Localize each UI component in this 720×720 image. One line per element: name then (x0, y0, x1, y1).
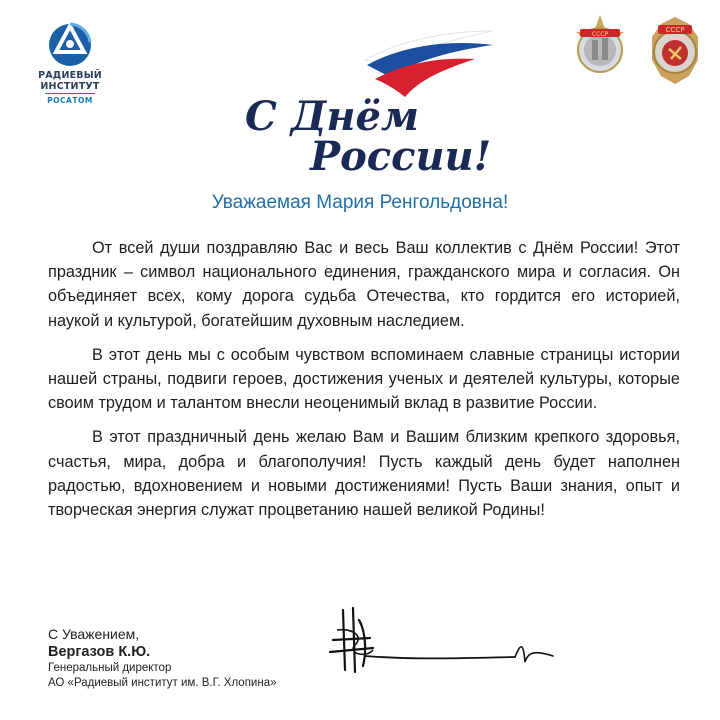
signature-block (48, 625, 276, 691)
letter-paragraph-3: В этот праздничный день желаю Вам и Вашим близким крепкого здоровья, счастья, мира, добра и благополучия! Пусть каждый день будет наполнен радостью, вдохновением и новыми достижениями! Пусть Ваши знания, опыт и творческая энергия служат процветанию нашей великой Родины! (48, 428, 680, 520)
closing-phrase: С Уважением, (48, 626, 140, 642)
org-name-line1: РАДИЕВЫЙ (38, 70, 102, 81)
rosatom-logo (30, 20, 110, 105)
russia-day-header (225, 25, 495, 185)
org-name-line3: РОСАТОМ (47, 96, 93, 105)
russian-flag-icon (365, 31, 493, 97)
letter-body (48, 236, 680, 532)
letter-paragraph-1: От всей души поздравляю Вас и весь Ваш коллектив с Днём России! Этот праздник – символ национального единения, гражданского мира и согласия. Он объединяет всех, кому дорога судьба Отечества, кто гордится его историей, наукой и культурой, богатейшим духовным наследием. (48, 239, 680, 330)
greeting: Уважаемая Мария Ренгольдовна! (211, 192, 509, 213)
order-badge-right-icon (652, 17, 698, 84)
org-name-line2: ИНСТИТУТ (40, 81, 100, 92)
soviet-orders (570, 12, 710, 92)
order-badge-right-label: СССР (665, 26, 685, 34)
letter-paragraph-2: В этот день мы с особым чувством вспоминаем славные страницы истории нашей страны, подвиги героев, достижения ученых и деятелей культуры, которые своим трудом и талантом внесли неоценимый вклад в развитие России. (48, 345, 680, 413)
order-badge-left-icon (576, 15, 624, 72)
rosatom-emblem-icon (46, 20, 94, 70)
handwritten-signature (325, 600, 565, 680)
logo-divider (45, 93, 95, 94)
header-line1: С Днём (245, 93, 419, 140)
signer-position: Генеральный директор (48, 662, 172, 674)
order-badge-left-label: СССР (591, 31, 609, 38)
signer-name: Вергазов К.Ю. (48, 644, 151, 660)
signer-organization: АО «Радиевый институт им. В.Г. Хлопина» (48, 677, 277, 689)
header-line2: России! (310, 133, 492, 180)
